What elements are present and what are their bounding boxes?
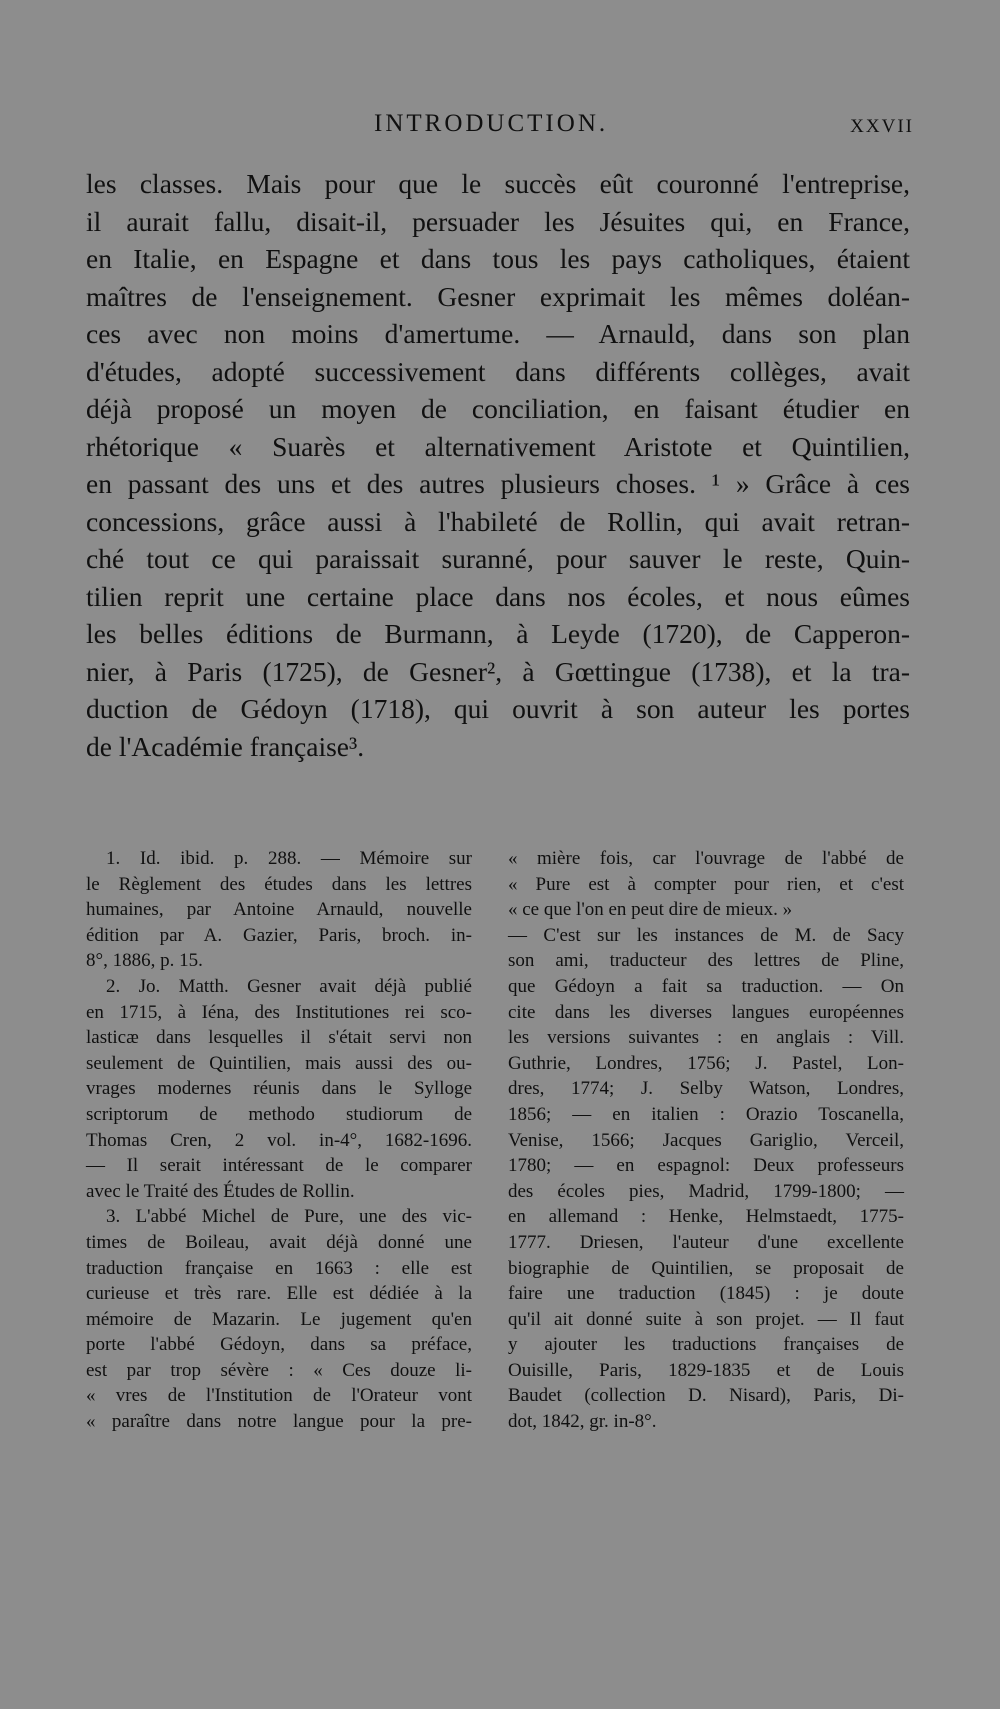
text-line: les belles éditions de Burmann, à Leyde (1720), de Capperon- <box>86 618 910 649</box>
footnote-line: « ce que l'on en peut dire de mieux. » <box>508 899 793 921</box>
footnote-line: que Gédoyn a fait sa traduction. — On <box>508 975 904 997</box>
text-line: maîtres de l'enseignement. Gesner exprimait les mêmes doléan- <box>86 280 910 312</box>
footnote-line: humaines, par Antoine Arnauld, nouvelle <box>86 899 472 921</box>
footnote-line: 3. L'abbé Michel de Pure, une des vic- <box>106 1206 472 1228</box>
footnote-line: 8°, 1886, p. 15. <box>86 950 203 972</box>
footnote-line: 1856; — en italien : Orazio Toscanella, <box>508 1103 904 1125</box>
footnote-line: le Règlement des études dans les lettres <box>86 873 472 895</box>
footnote-line: « Pure est à compter pour rien, et c'est <box>508 873 904 895</box>
footnote-line: scriptorum de methodo studiorum de <box>86 1103 472 1125</box>
footnote-line: « paraître dans notre langue pour la pre- <box>86 1411 472 1433</box>
footnote-line: Guthrie, Londres, 1756; J. Pastel, Lon- <box>508 1052 904 1074</box>
footnote-line: mémoire de Mazarin. Le jugement qu'en <box>86 1308 472 1330</box>
text-line: concessions, grâce aussi à l'habileté de Rollin, qui avait retran- <box>86 505 910 537</box>
footnote-line: vrages modernes réunis dans le Sylloge <box>86 1078 472 1100</box>
footnote-line: « mière fois, car l'ouvrage de l'abbé de <box>508 848 904 869</box>
footnote-line: dot, 1842, gr. in-8°. <box>508 1411 657 1433</box>
footnote-line: en 1715, à Iéna, des Institutiones rei sco- <box>86 1001 472 1023</box>
text-line: tilien reprit une certaine place dans nos écoles, et nous eûmes <box>86 580 910 612</box>
footnote-line: Baudet (collection D. Nisard), Paris, Di- <box>508 1385 904 1407</box>
text-line: en passant des uns et des autres plusieurs choses. ¹ » Grâce à ces <box>86 468 910 499</box>
footnote-line: curieuse et très rare. Elle est dédiée à la <box>86 1283 472 1305</box>
text-line: les classes. Mais pour que le succès eût couronné l'entreprise, <box>86 168 910 199</box>
footnote-line: dres, 1774; J. Selby Watson, Londres, <box>508 1078 904 1100</box>
footnote-line: traduction française en 1663 : elle est <box>86 1257 472 1279</box>
text-line: de l'Académie française³. <box>86 730 365 762</box>
text-line: rhétorique « Suarès et alternativement Aristote et Quintilien, <box>86 430 910 462</box>
footnote-line: y ajouter les traductions françaises de <box>508 1334 904 1356</box>
footnote-line: « vres de l'Institution de l'Orateur vont <box>86 1385 472 1407</box>
page-header <box>84 108 914 148</box>
main-text <box>86 165 910 765</box>
footnotes-right-column <box>508 846 904 1435</box>
footnote-line: lasticæ dans lesquelles il s'était servi non <box>86 1027 472 1049</box>
footnote-line: 1777. Driesen, l'auteur d'une excellente <box>508 1231 904 1253</box>
footnote-line: 1. Id. ibid. p. 288. — Mémoire sur <box>106 848 472 869</box>
footnote-line: cite dans les diverses langues européennes <box>508 1001 904 1023</box>
footnote-line: son ami, traducteur des lettres de Pline, <box>508 950 904 972</box>
text-line: il aurait fallu, disait-il, persuader les Jésuites qui, en France, <box>86 205 910 237</box>
text-line: déjà proposé un moyen de conciliation, en faisant étudier en <box>86 393 910 424</box>
page-number: XXVII <box>850 116 914 137</box>
footnote-line: avec le Traité des Études de Rollin. <box>86 1180 355 1202</box>
text-line: nier, à Paris (1725), de Gesner², à Gœttingue (1738), et la tra- <box>86 655 910 687</box>
footnote-line: est par trop sévère : « Ces douze li- <box>86 1359 472 1381</box>
footnote-line: Ouisille, Paris, 1829-1835 et de Louis <box>508 1359 904 1381</box>
footnote-line: porte l'abbé Gédoyn, dans sa préface, <box>86 1334 472 1356</box>
footnote-line: en allemand : Henke, Helmstaedt, 1775- <box>508 1206 904 1228</box>
text-line: en Italie, en Espagne et dans tous les pays catholiques, étaient <box>86 243 910 274</box>
footnote-line: Venise, 1566; Jacques Gariglio, Verceil, <box>508 1129 904 1151</box>
text-line: d'études, adopté successivement dans différents collèges, avait <box>86 355 910 387</box>
footnote-line: biographie de Quintilien, se proposait de <box>508 1257 904 1279</box>
running-head: INTRODUCTION. <box>374 110 609 137</box>
text-line: duction de Gédoyn (1718), qui ouvrit à son auteur les portes <box>86 693 910 724</box>
footnote-line: qu'il ait donné suite à son projet. — Il faut <box>508 1308 904 1330</box>
footnote-line: 1780; — en espagnol: Deux professeurs <box>508 1155 904 1177</box>
footnote-line: faire une traduction (1845) : je doute <box>508 1283 904 1305</box>
footnotes-left-column <box>86 846 472 1435</box>
footnote-line: 2. Jo. Matth. Gesner avait déjà publié <box>106 975 472 997</box>
footnote-line: times de Boileau, avait déjà donné une <box>86 1231 472 1253</box>
footnote-line: — C'est sur les instances de M. de Sacy <box>508 924 904 946</box>
text-line: ces avec non moins d'amertume. — Arnauld, dans son plan <box>86 318 910 349</box>
footnote-line: — Il serait intéressant de le comparer <box>86 1155 472 1177</box>
footnote-line: Thomas Cren, 2 vol. in-4°, 1682-1696. <box>86 1129 472 1151</box>
text-line: ché tout ce qui paraissait suranné, pour sauver le reste, Quin- <box>86 543 910 574</box>
footnote-line: édition par A. Gazier, Paris, broch. in- <box>86 924 472 946</box>
footnote-line: des écoles pies, Madrid, 1799-1800; — <box>508 1180 904 1202</box>
footnote-line: les versions suivantes : en anglais : Vill. <box>508 1027 904 1049</box>
footnote-line: seulement de Quintilien, mais aussi des ou- <box>86 1052 472 1074</box>
